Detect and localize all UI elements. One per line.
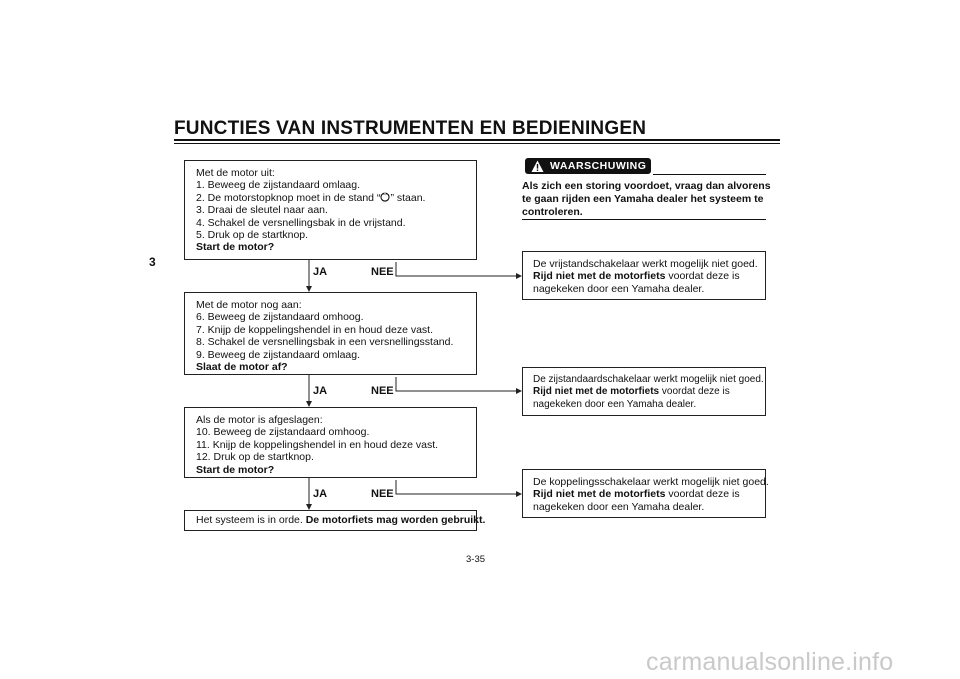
result-clutch-switch: De koppelingsschakelaar werkt mogelijk niet goed. Rijd niet met de motorfiets voordat deze is nagekeken door een Yamaha dealer. (522, 469, 766, 518)
warning-badge: WAARSCHUWING (525, 158, 651, 174)
step-line: 11. Knijp de koppelingshendel in en houd deze vast. (196, 438, 439, 451)
yes-label: JA (313, 488, 328, 500)
no-connector-1 (396, 262, 516, 276)
flow-step-2 (184, 292, 477, 375)
flow-result-ok: Het systeem is in orde. De motorfiets mag worden gebruikt. (184, 510, 477, 531)
yes-label: JA (313, 385, 328, 397)
step-line: 1. Beweeg de zijstandaard omlaag. (196, 179, 361, 192)
step-line: 2. De motorstopknop moet in de stand “ ” staan. (196, 191, 426, 204)
step-line: Met de motor nog aan: (196, 299, 302, 311)
step-question: Start de motor? (196, 241, 275, 254)
step-question: Start de motor? (196, 463, 275, 476)
step-line: Met de motor uit: (196, 167, 275, 179)
step-line: 10. Beweeg de zijstandaard omhoog. (196, 426, 370, 439)
engine-stop-symbol-icon (380, 192, 390, 202)
step-line: 7. Knijp de koppelingshendel in en houd deze vast. (196, 323, 434, 336)
chapter-tab: 3 (149, 255, 156, 269)
step-line: 6. Beweeg de zijstandaard omhoog. (196, 311, 364, 324)
yes-label: JA (313, 266, 328, 278)
step-line: 4. Schakel de versnellingsbak in de vrijstand. (196, 216, 406, 229)
result-sidestand-switch: De zijstandaardschakelaar werkt mogelijk niet goed. Rijd niet met de motorfiets voordat deze is nagekeken door een Yamaha dealer. (522, 367, 766, 416)
page-number: 3-35 (466, 554, 486, 565)
step-line: 3. Draai de sleutel naar aan. (196, 204, 328, 217)
step-line: 9. Beweeg de zijstandaard omlaag. (196, 348, 361, 361)
flow-step-1 (184, 160, 477, 260)
no-label: NEE (371, 488, 394, 500)
step-line: 12. Druk op de startknop. (196, 451, 314, 464)
no-label: NEE (371, 266, 394, 278)
step-line: 5. Druk op de startknop. (196, 229, 309, 242)
step-line: 8. Schakel de versnellingsbak in een versnellingsstand. (196, 336, 454, 349)
watermark: carmanualsonline.info (646, 648, 894, 676)
warning-text: Als zich een storing voordoet, vraag dan alvorens te gaan rijden een Yamaha dealer het systeem te controleren. (522, 180, 771, 218)
page-title: FUNCTIES VAN INSTRUMENTEN EN BEDIENINGEN (174, 118, 647, 139)
no-connector-3 (396, 480, 516, 494)
no-label: NEE (371, 385, 394, 397)
step-line: Als de motor is afgeslagen: (196, 414, 323, 426)
step-question: Slaat de motor af? (196, 361, 288, 374)
no-connector-2 (396, 377, 516, 391)
warning-triangle-icon (531, 160, 544, 173)
flow-step-3 (184, 407, 477, 478)
result-neutral-switch: De vrijstandschakelaar werkt mogelijk niet goed. Rijd niet met de motorfiets voordat deze is nagekeken door een Yamaha dealer. (522, 251, 766, 300)
